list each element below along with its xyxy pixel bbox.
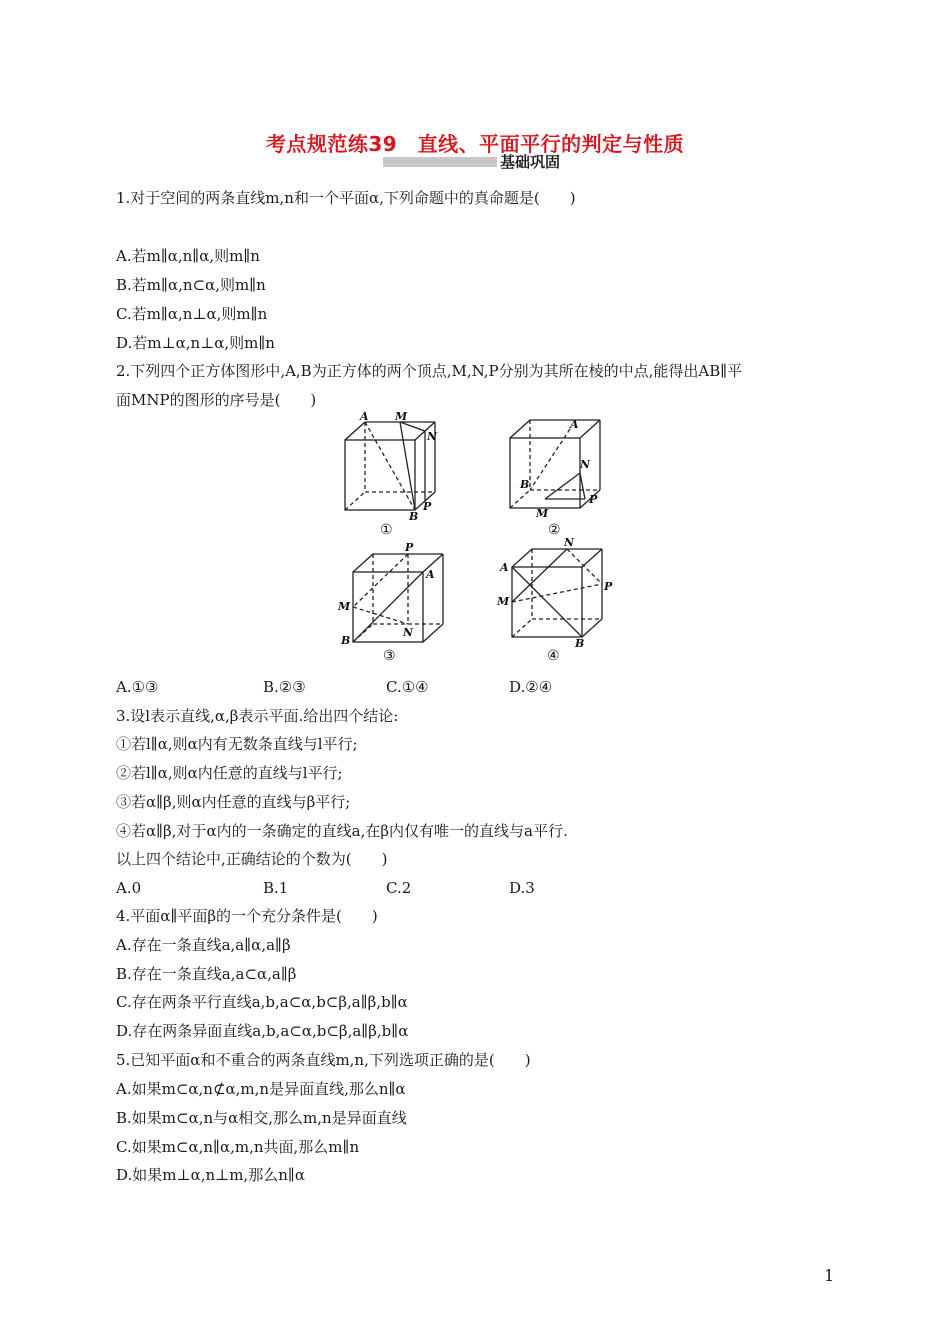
q1-option-d: D.若m⊥α,n⊥α,则m∥n <box>116 334 275 352</box>
fig2-label-a: A <box>570 418 579 431</box>
fig1-label-p: P <box>423 500 432 513</box>
q4-option-a: A.存在一条直线a,a∥α,a∥β <box>116 936 291 954</box>
q2-option-b: B.②③ <box>263 678 306 696</box>
fig1-label-m: M <box>395 410 408 423</box>
fig2-label-b: B <box>520 478 530 491</box>
fig3-number: ③ <box>383 648 396 664</box>
fig3-label-m: M <box>338 600 351 613</box>
q3-question: 以上四个结论中,正确结论的个数为( ) <box>116 850 388 868</box>
q1-option-a: A.若m∥α,n∥α,则m∥n <box>116 247 260 265</box>
cube-figure-3 <box>335 540 445 669</box>
fig2-label-p: P <box>589 493 598 506</box>
q5-option-a: A.如果m⊂α,n⊄α,m,n是异面直线,那么n∥α <box>116 1080 406 1098</box>
q1-option-c: C.若m∥α,n⊥α,则m∥n <box>116 305 268 323</box>
q3-item-2: ②若l∥α,则α内任意的直线与l平行; <box>116 764 343 782</box>
q3-item-1: ①若l∥α,则α内有无数条直线与l平行; <box>116 735 358 753</box>
q2-option-a: A.①③ <box>116 678 159 696</box>
q4-option-b: B.存在一条直线a,a⊂α,a∥β <box>116 965 297 983</box>
fig3-label-n: N <box>403 626 414 639</box>
q3-option-a: A.0 <box>116 879 142 897</box>
q2-option-c: C.①④ <box>386 678 429 696</box>
q5-option-d: D.如果m⊥α,n⊥m,那么n∥α <box>116 1166 305 1184</box>
q3-item-4: ④若α∥β,对于α内的一条确定的直线a,在β内仅有唯一的直线与a平行. <box>116 822 568 840</box>
q4-stem: 4.平面α∥平面β的一个充分条件是( ) <box>116 907 378 925</box>
fig3-label-a: A <box>426 568 435 581</box>
fig2-label-m: M <box>536 507 549 520</box>
fig4-label-m: M <box>497 595 510 608</box>
fig3-label-p: P <box>405 541 414 554</box>
cube-figure-4 <box>497 535 612 669</box>
q2-stem-line2: 面MNP的图形的序号是( ) <box>116 391 317 409</box>
q3-item-3: ③若α∥β,则α内任意的直线与β平行; <box>116 793 351 811</box>
fig2-number: ② <box>548 522 561 538</box>
fig3-label-b: B <box>341 634 351 647</box>
fig1-label-n: N <box>427 430 438 443</box>
q3-option-d: D.3 <box>509 879 535 897</box>
q3-option-b: B.1 <box>263 879 289 897</box>
fig4-label-p: P <box>604 580 613 593</box>
fig1-label-b: B <box>409 510 419 523</box>
section-label: 基础巩固 <box>500 153 561 171</box>
q5-option-b: B.如果m⊂α,n与α相交,那么m,n是异面直线 <box>116 1109 407 1127</box>
fig4-label-b: B <box>575 637 585 650</box>
page-number: 1 <box>824 1266 835 1285</box>
q3-stem: 3.设l表示直线,α,β表示平面.给出四个结论: <box>116 707 399 725</box>
q3-option-c: C.2 <box>386 879 412 897</box>
fig2-label-n: N <box>580 458 591 471</box>
q5-option-c: C.如果m⊂α,n∥α,m,n共面,那么m∥n <box>116 1138 360 1156</box>
section-bar <box>383 157 497 167</box>
cube-figure-1 <box>335 410 445 544</box>
q4-option-d: D.存在两条异面直线a,b,a⊂α,b⊂β,a∥β,b∥α <box>116 1022 409 1040</box>
q5-stem: 5.已知平面α和不重合的两条直线m,n,下列选项正确的是( ) <box>116 1051 531 1069</box>
q2-option-d: D.②④ <box>509 678 553 696</box>
fig4-label-a: A <box>500 561 509 574</box>
q1-stem: 1.对于空间的两条直线m,n和一个平面α,下列命题中的真命题是( ) <box>116 189 576 207</box>
page-title: 考点规范练39 直线、平面平行的判定与性质 <box>265 132 685 156</box>
fig4-label-n: N <box>564 536 575 549</box>
fig1-number: ① <box>380 522 393 538</box>
fig1-label-a: A <box>360 410 369 423</box>
cube-figure-2 <box>500 410 610 544</box>
q2-stem-line1: 2.下列四个正方体图形中,A,B为正方体的两个顶点,M,N,P分别为其所在棱的中点,能得出AB∥平 <box>116 362 743 380</box>
q4-option-c: C.存在两条平行直线a,b,a⊂α,b⊂β,a∥β,b∥α <box>116 993 408 1011</box>
fig4-number: ④ <box>547 648 560 664</box>
q1-option-b: B.若m∥α,n⊂α,则m∥n <box>116 276 266 294</box>
